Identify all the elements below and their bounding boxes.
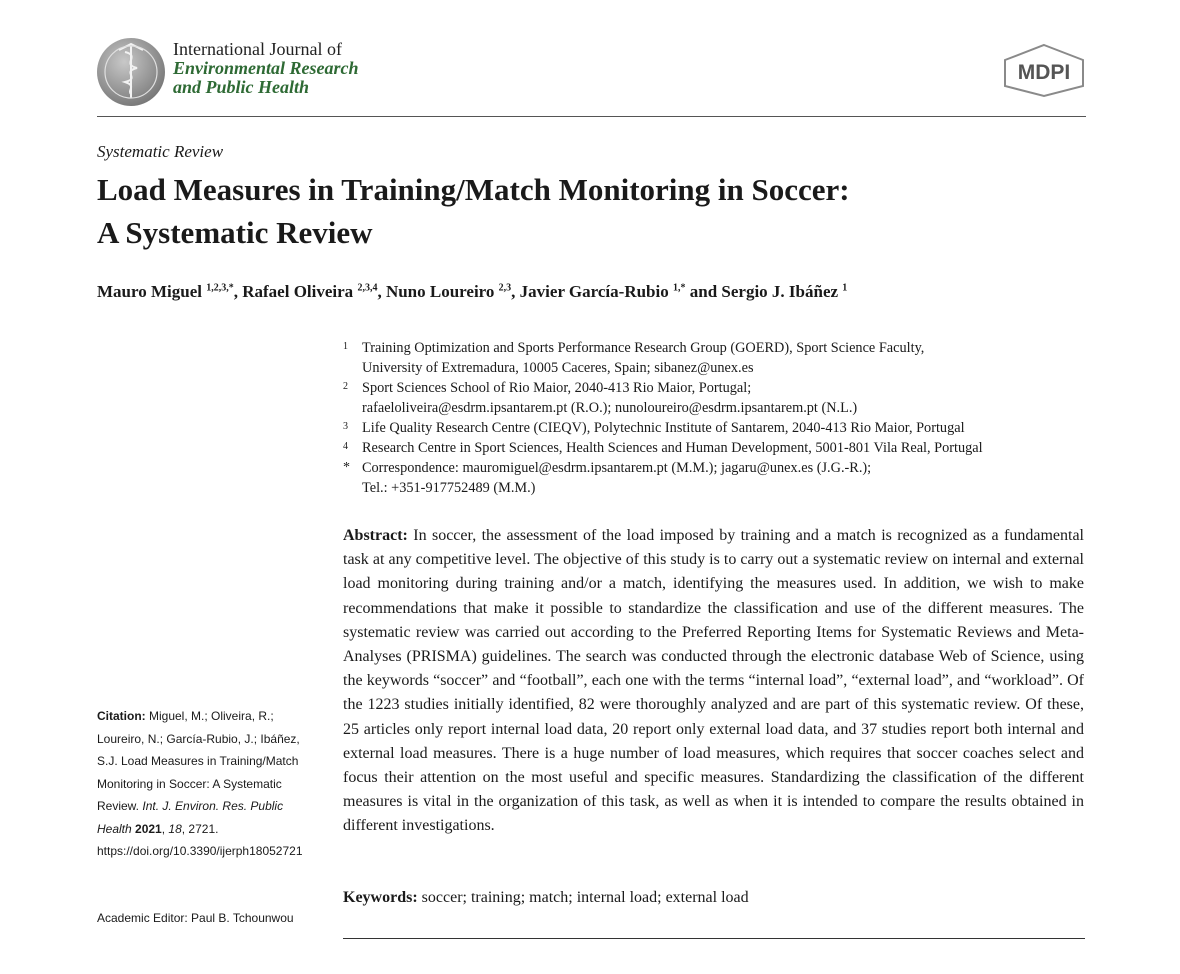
correspondence-item [343, 458, 1093, 498]
citation-text: Miguel, M.; Oliveira, R.; Loureiro, N.; García-Rubio, J.; Ibáñez, S.J. Load Measures in Training/Match Monitoring in Soccer: A Systematic Review. [97, 709, 300, 813]
affiliation-number: 3 [343, 421, 348, 432]
author-list [97, 282, 847, 302]
affiliations [343, 338, 1093, 498]
keywords [343, 889, 749, 907]
affiliation-number: 4 [343, 441, 348, 452]
citation-label: Citation: [97, 709, 146, 723]
author-name: Mauro Miguel [97, 282, 202, 301]
author-affiliation-marks: 2,3,4 [357, 282, 378, 294]
journal-name-line1: International Journal of [173, 39, 342, 59]
citation-doi[interactable]: , 2721. https://doi.org/10.3390/ijerph18052721 [97, 821, 303, 858]
affiliation-number: 2 [343, 381, 348, 392]
author-affiliation-marks: 1,* [672, 282, 686, 294]
author-separator: and [685, 282, 722, 301]
author-separator: , [511, 282, 520, 301]
caduceus-icon [97, 38, 165, 106]
abstract-label: Abstract: [343, 527, 408, 544]
citation-volume: 18 [168, 821, 182, 836]
author-name: Nuno Loureiro [385, 282, 495, 301]
affiliation-line: Research Centre in Sport Sciences, Health Sciences and Human Development, 5001-801 Vila Real, Portugal [362, 440, 983, 456]
abstract-text: In soccer, the assessment of the load imposed by training and a match is recognized as a fundamental task at any competitive level. The objective of this study is to carry out a systematic review on internal and external load monitoring during training and/or a match, identifying the measures used. In addition, we wish to make recommendations that make it possible to standardize the classification and use of the different measures. The systematic review was carried out according to the Preferred Reporting Items for Systematic Reviews and Meta-Analyses (PRISMA) guidelines. The search was conducted through the electronic database Web of Science, using the keywords “soccer” and “football”, each one with the terms “internal load”, “external load”, and “workload”. Of the 1223 studies initially identified, 82 were thoroughly analyzed and are part of this systematic review. Of these, 25 articles only report internal load data, 20 report only external load data, and 37 studies report both internal and external load measures. There is a huge number of load measures, which requires that soccer coaches select and focus their attention on the most useful and specific measures. Standardizing the classification of the different measures is vital in the organization of this task, as well as when it is intended to compare the results obtained in different investigations. [343, 527, 1084, 835]
keywords-text: soccer; training; match; internal load; external load [421, 889, 749, 906]
affiliation-item [343, 338, 1093, 378]
author-name: Sergio J. Ibáñez [721, 282, 839, 301]
affiliation-item [343, 438, 1093, 458]
affiliation-item [343, 418, 1093, 438]
author-separator: , [233, 282, 243, 301]
mdpi-logo [1001, 42, 1087, 98]
correspondence-line: Correspondence: mauromiguel@esdrm.ipsantarem.pt (M.M.); jagaru@unex.es (J.G.-R.); [362, 460, 872, 476]
affiliation-number: 1 [343, 341, 348, 352]
author-affiliation-marks: 1 [842, 282, 848, 294]
author-separator: , [377, 282, 386, 301]
article-title-line2: A Systematic Review [97, 215, 373, 250]
abstract-divider [343, 938, 1085, 939]
keywords-label: Keywords: [343, 889, 418, 906]
journal-name-line3: and Public Health [173, 77, 310, 97]
academic-editor: Academic Editor: Paul B. Tchounwou [97, 911, 294, 925]
affiliation-item [343, 378, 1093, 418]
author-name: Javier García-Rubio [519, 282, 669, 301]
mdpi-logo-text: MDPI [1017, 61, 1071, 84]
author-affiliation-marks: 1,2,3,* [206, 282, 234, 294]
article-title [97, 168, 1057, 254]
header-divider [97, 116, 1086, 117]
correspondence-line: Tel.: +351-917752489 (M.M.) [362, 480, 536, 496]
article-title-line1: Load Measures in Training/Match Monitoring in Soccer: [97, 172, 850, 207]
article-type: Systematic Review [97, 142, 224, 161]
affiliation-line: Sport Sciences School of Rio Maior, 2040-413 Rio Maior, Portugal; [362, 380, 752, 396]
citation-year: 2021 [135, 821, 162, 836]
journal-name [173, 40, 359, 97]
affiliation-line: Life Quality Research Centre (CIEQV), Polytechnic Institute of Santarem, 2040-413 Rio Maior, Portugal [362, 420, 965, 436]
citation-block: Citation: Miguel, M.; Oliveira, R.; Loureiro, N.; García-Rubio, J.; Ibáñez, S.J. Load Measures in Training/Match Monitoring in Soccer: A Systematic Review. Int. J. Environ. Res. Public Health 2021, 18, 2721. https://doi.org/10.3390/ijerph18052721 [97, 709, 303, 858]
journal-logo [97, 38, 165, 106]
affiliation-line: rafaeloliveira@esdrm.ipsantarem.pt (R.O.); nunoloureiro@esdrm.ipsantarem.pt (N.L.) [362, 400, 858, 416]
affiliation-line: Training Optimization and Sports Performance Research Group (GOERD), Sport Science Faculty, [362, 340, 925, 356]
correspondence-marker: * [343, 460, 350, 475]
abstract [343, 524, 1084, 839]
author-name: Rafael Oliveira [242, 282, 354, 301]
affiliation-line: University of Extremadura, 10005 Caceres, Spain; sibanez@unex.es [362, 360, 754, 376]
author-affiliation-marks: 2,3 [498, 282, 512, 294]
journal-name-line2: Environmental Research [173, 58, 359, 78]
citation-journal: Int. J. Environ. Res. Public Health [97, 799, 284, 836]
